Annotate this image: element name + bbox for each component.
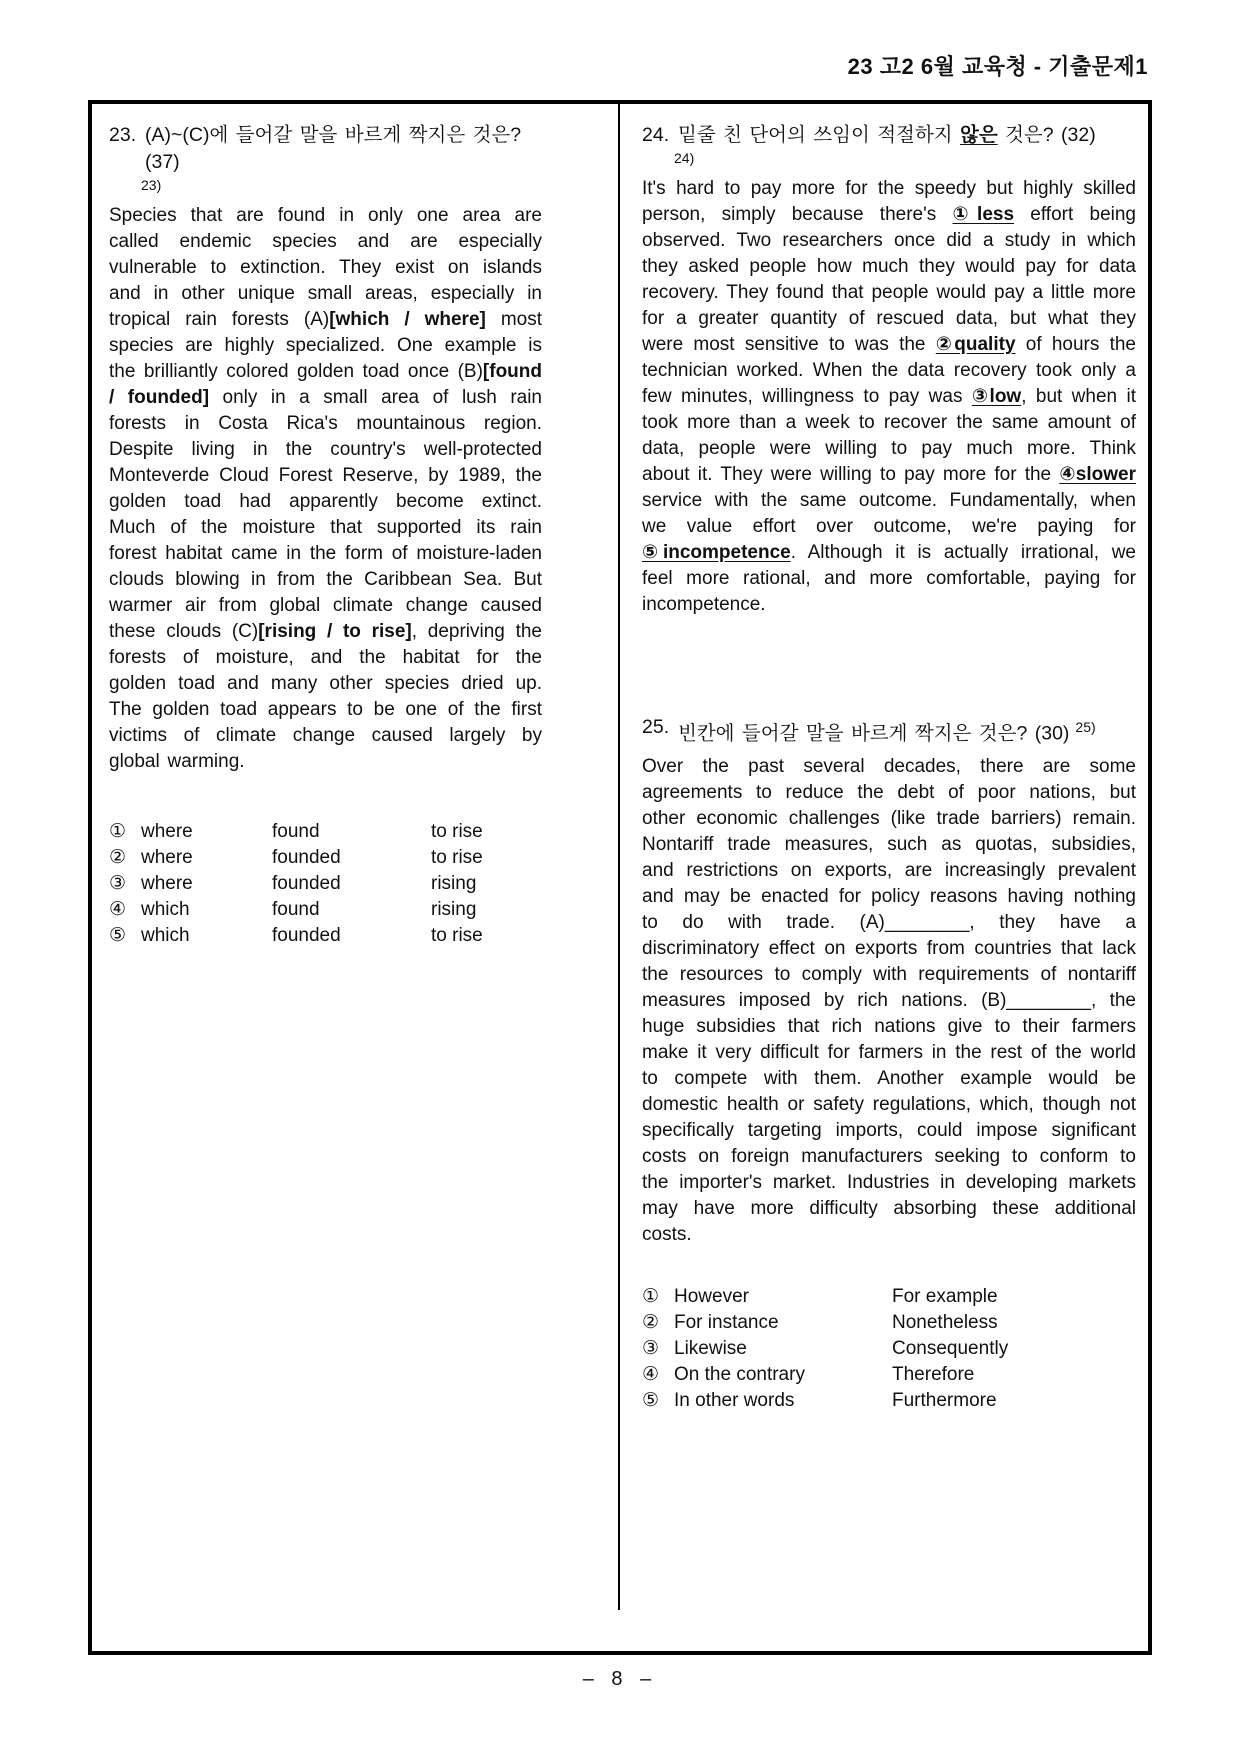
option-row (109, 897, 542, 923)
option-col-b: founded (272, 847, 341, 868)
question-24-title (642, 122, 1136, 149)
text-segment: , but when it took more than a week to recover the same amount of data, people were willing to pay much more. Think about it. They were willing to pay more for the (642, 386, 1136, 485)
question-23-title (109, 122, 542, 176)
text-segment: Over the past several decades, there are some agreements to reduce the debt of poor nations, but other economic challenges (like trade barriers) remain. Nontariff trade measures, such as quotas, subsidies, and restrictions on exports, are increasingly prevalent and may be enacted for policy reasons having nothing to do with trade. (A)________, they have a discriminatory effect on exports from countries that lack the resources to comply with requirements of nontariff measures imposed by rich nations. (B)________, the huge subsidies that rich nations give to their farmers make it very difficult for farmers in the rest of the world to compete with them. Another example would be domestic health or safety regulations, which, though not specifically targeting imports, could impose significant costs on foreign manufacturers seeking to conform to the importer's market. Industries in developing markets may have more difficulty absorbing these additional costs. (642, 755, 1136, 1245)
text-segment: service with the same outcome. Fundamentally, when we value effort over outcome, we're paying for (642, 490, 1136, 537)
option-col-a: In other words (674, 1389, 795, 1411)
content-box (88, 100, 1152, 1655)
option-marker: ③ (642, 1337, 660, 1359)
option-row (109, 845, 542, 871)
text-segment: ②quality (935, 334, 1016, 355)
question-23-passage (109, 203, 542, 775)
option-marker: ③ (109, 873, 127, 894)
question-23 (109, 122, 542, 949)
option-row (642, 1362, 1136, 1388)
option-marker: ④ (109, 899, 127, 920)
text-segment: ④slower (1059, 464, 1136, 485)
text-segment: 것은? (32) (997, 124, 1096, 146)
text-segment: ③low (971, 386, 1022, 407)
text-segment: , depriving the forests of moisture, and the habitat for the golden toad and many other species dried up. The golden toad appears to be one of the first victims of climate change caused largely by global warming. (109, 621, 542, 772)
option-col-a: On the contrary (674, 1363, 805, 1385)
question-23-number: 23. (109, 124, 137, 146)
option-marker: ① (109, 821, 127, 842)
text-segment: [which / where] (329, 309, 486, 330)
question-23-options (109, 819, 542, 949)
option-col-c: rising (431, 873, 477, 894)
option-marker: ① (642, 1285, 660, 1307)
option-col-b: found (272, 821, 320, 842)
text-segment: most species are highly specialized. One example is the brilliantly colored golden toad once (B) (109, 309, 542, 382)
question-25-title-main: 빈칸에 들어갈 말을 바르게 짝지은 것은? (30) (678, 722, 1070, 745)
text-segment: effort being observed. Two researchers once did a study in which they asked people how much they would pay for data recovery. They found that people would pay a little more for a greater quantity of rescued data, but what they were most sensitive to was the (642, 204, 1136, 355)
text-segment: It's hard to pay more for the speedy but highly skilled person, simply because there's (642, 178, 1136, 225)
option-col-a: where (141, 821, 193, 842)
option-col-c: to rise (431, 925, 483, 946)
text-segment: only in a small area of lush rain forests in Costa Rica's mountainous region. Despite living in the country's well-protected Monteverde Cloud Forest Reserve, by 1989, the golden toad had apparently become extinct. Much of the moisture that supported its rain forest habitat came in the form of moisture-laden clouds blowing in from the Caribbean Sea. But warmer air from global climate change caused these clouds (C) (109, 387, 542, 642)
option-marker: ⑤ (642, 1389, 660, 1411)
question-25-number: 25. (642, 716, 670, 738)
option-marker: ④ (642, 1363, 660, 1385)
option-col-a: where (141, 873, 193, 894)
option-col-b: found (272, 899, 320, 920)
document-header-title: 23 고2 6월 교육청 - 기출문제1 (847, 54, 1148, 79)
option-col-b: Nonetheless (892, 1311, 998, 1333)
text-segment: [found / founded] (109, 361, 542, 408)
option-col-b: For example (892, 1285, 998, 1307)
text-segment: Species that are found in only one area are called endemic species and are especially vulnerable to extinction. They exist on islands and in other unique small areas, especially in tropical rain forests (A) (109, 205, 542, 330)
option-col-b: founded (272, 925, 341, 946)
question-24-title-text (678, 122, 1136, 149)
text-segment: 않은 (959, 124, 998, 146)
question-24-footnote-marker: 24) (674, 150, 695, 166)
option-col-a: For instance (674, 1311, 779, 1333)
option-col-a: where (141, 847, 193, 868)
question-23-title-text: (A)~(C)에 들어갈 말을 바르게 짝지은 것은? (37) (145, 124, 522, 173)
question-25-footnote-marker: 25) (1075, 719, 1096, 735)
option-col-a: Likewise (674, 1337, 747, 1359)
option-row (642, 1310, 1136, 1336)
option-col-a: which (141, 925, 190, 946)
question-24-number: 24. (642, 124, 670, 146)
option-marker: ② (642, 1311, 660, 1333)
option-marker: ⑤ (109, 925, 127, 946)
left-column (92, 104, 620, 1651)
question-24-passage (642, 176, 1136, 618)
text-segment: [rising / to rise] (258, 621, 412, 642)
page-number: – 8 – (582, 1668, 658, 1690)
option-row (109, 871, 542, 897)
question-25-passage (642, 754, 1136, 1248)
option-col-a: which (141, 899, 190, 920)
option-col-b: founded (272, 873, 341, 894)
option-row (109, 923, 542, 949)
option-col-b: Consequently (892, 1337, 1009, 1359)
option-row (642, 1388, 1136, 1414)
text-segment: . Although it is actually irrational, we feel more rational, and more comfortable, paying for incompetence. (642, 542, 1136, 615)
option-col-c: to rise (431, 847, 483, 868)
option-row (642, 1336, 1136, 1362)
option-col-c: rising (431, 899, 477, 920)
question-25-title-text (678, 714, 1136, 748)
option-col-b: Furthermore (892, 1389, 997, 1411)
option-row (109, 819, 542, 845)
text-segment: 밑줄 친 단어의 쓰임이 적절하지 (678, 124, 960, 146)
option-col-b: Therefore (892, 1363, 975, 1385)
text-segment: ⑤incompetence (642, 542, 791, 563)
question-23-footnote-marker: 23) (141, 177, 162, 193)
question-25 (642, 714, 1136, 1414)
option-row (642, 1284, 1136, 1310)
question-24 (642, 122, 1136, 618)
text-segment: ①less (952, 204, 1015, 225)
option-col-c: to rise (431, 821, 483, 842)
text-segment: of hours the technician worked. When the data recovery took only a few minutes, willingness to pay was (642, 334, 1137, 407)
question-25-options (642, 1284, 1136, 1414)
option-col-a: However (674, 1285, 749, 1307)
option-marker: ② (109, 847, 127, 868)
right-column (620, 104, 1148, 1651)
question-25-title (642, 714, 1136, 748)
